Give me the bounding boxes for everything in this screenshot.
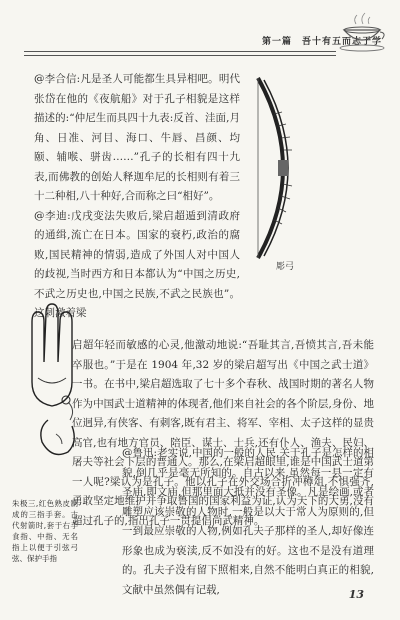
running-header: 第一篇 吾十有五而志于学 — [261, 37, 382, 47]
finger-glove-caption: 朱极三,红色熟皮制成的三指手套。古代射箭时,套于右手食指、中指、无名指上以便于引弦弓弦、保护手指 — [12, 499, 78, 563]
header-rule — [24, 51, 336, 56]
bow-caption: 彫弓 — [276, 262, 295, 272]
paragraph-li-hexin: @李合信:凡是圣人可能都生具异相吧。明代张岱在他的《夜航船》对于孔子相貌是这样描述的:“仲尼生而具四十九表:反首、洼面,月角、日准、河目、海口、牛唇、昌颜、均颐、辅喉、骈齿……”孔子的长相有四十九表,而佛教的创始人释迦牟尼的长相则有着三十二种相,八十种好,合而称之曰“相好”。 — [34, 73, 240, 202]
archery-finger-glove-illustration — [18, 302, 88, 494]
teacup-ornament-icon — [336, 8, 388, 54]
paragraph-li-di-part1: @李迪:戊戌变法失败后,梁启超遁到清政府的通缉,流亡在日本。国家的衰朽,政治的腐败,国民精神的情弱,造成了外国人对中国人的歧视,当时西方和日本都认为“中国之历史,不武之历史也,中国之民族,不武之民族也”。这刺激着梁 — [34, 209, 240, 319]
lu-xun-text-column — [122, 444, 374, 600]
paragraph-lu-xun: @鲁迅:老实说,中国的一般的人民,关于孔子是怎样的相貌,倒几乎是毫无所知的。自古以来,虽然每一县一定有圣庙,即文庙,但那里面大抵并没有圣像。凡是绘画,或者雕塑应该崇敬的人物时,一般是以大于常人为原则的,但一到最应崇敬的人物,例如孔夫子那样的圣人,却好像连形象也成为亵渎,反不如没有的好。这也不是没有道理的。孔夫子没有留下照相来,自然不能明白真正的相貌,文献中虽然偶有记载, — [122, 447, 374, 596]
carved-bow-illustration — [240, 74, 320, 262]
main-text-column — [34, 70, 240, 324]
paragraph-li-di-part2: 启超年轻而敏感的心灵,他激动地说:“吾耻其言,吾愤其言,吾未能卒服也。”于是在 1904 年,32 岁的梁启超写出《中国之武士道》一书。在书中,梁启超选取了七十多个春秋、战国时期的著名人物作为中国武士道精神的体现者,他们来自社会的各个阶层,身份、地位迥异,有侠客、有刺客,既有君主、将军、宰相、太子这样的显贵高官,也有地方官员、陪臣、谋士、士兵,还有仆人、渔夫、民妇、屠夫等社会下层的普通人。那么,在梁启超眼里,谁是中国武士道第一人呢?梁认为是孔子。他以孔子在外交场合折冲樽俎,不惧强齐,勇敢坚定地维护并争取鲁国的国家利益为证,认为天下的大勇,没有超过孔子的,指出孔子一贯提倡尚武精神。 — [72, 339, 374, 527]
page-number: 13 — [348, 588, 364, 601]
